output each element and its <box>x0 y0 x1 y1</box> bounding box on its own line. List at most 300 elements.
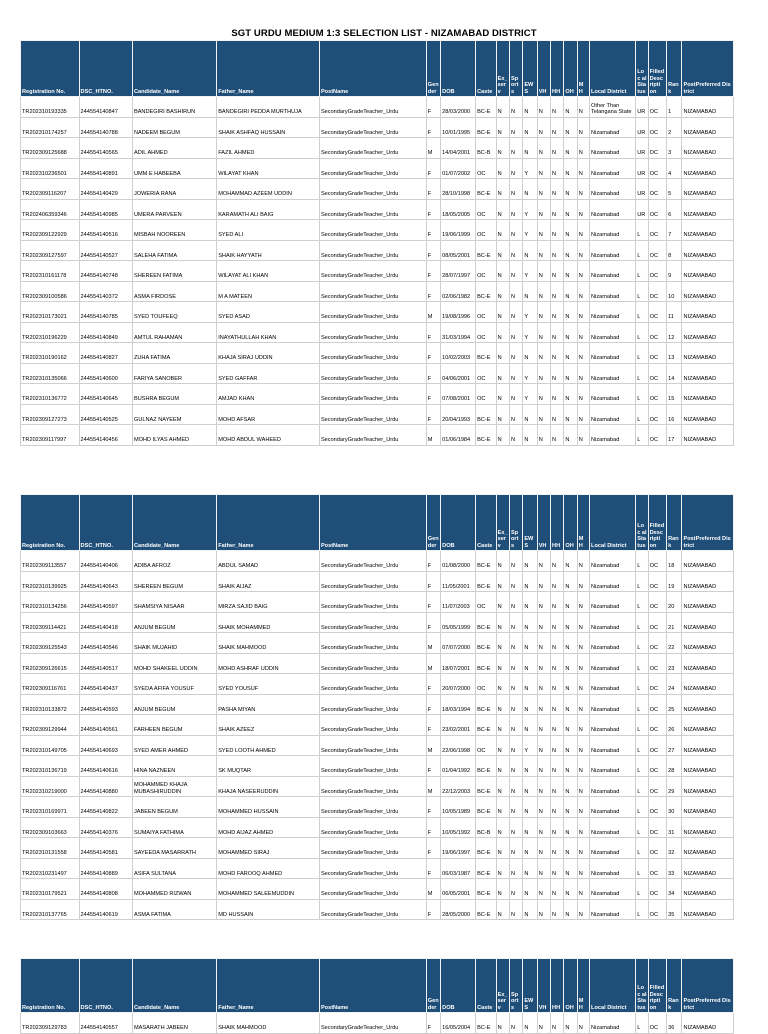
table-cell: N <box>537 384 550 405</box>
table-cell: 02/06/1982 <box>441 281 476 302</box>
table-cell: 18/03/1994 <box>441 694 476 715</box>
table-cell: M <box>426 653 440 674</box>
table-cell: TR202310219000 <box>21 776 80 797</box>
table-cell: N <box>551 838 564 859</box>
table-cell: OC <box>648 138 666 159</box>
table-cell: BC-E <box>476 633 497 654</box>
column-header: Gen der <box>426 495 440 551</box>
table-header-row <box>21 959 734 1013</box>
table-cell: 19 <box>667 571 682 592</box>
table-cell: BC-E <box>476 551 497 572</box>
table-cell: N <box>537 715 550 736</box>
table-cell: 13 <box>667 343 682 364</box>
table-row <box>21 343 734 364</box>
table-cell: SHAIK MAHMOOD <box>217 633 320 654</box>
table-cell: N <box>551 694 564 715</box>
table-cell: SecondaryGradeTeacher_Urdu <box>319 281 426 302</box>
table-cell: N <box>577 776 589 797</box>
table-cell: N <box>551 384 564 405</box>
table-cell: NIZAMABAD <box>682 261 734 282</box>
column-header: Registration No. <box>21 495 80 551</box>
table-cell: SecondaryGradeTeacher_Urdu <box>319 199 426 220</box>
table-cell: SHAIK MUJAHID <box>132 633 216 654</box>
table-cell: Nizamabad <box>590 384 636 405</box>
table-cell: N <box>509 261 522 282</box>
table-cell: SecondaryGradeTeacher_Urdu <box>319 715 426 736</box>
table-cell: N <box>509 363 522 384</box>
table-cell: M <box>426 302 440 323</box>
table-cell: NIZAMABAD <box>682 97 734 118</box>
column-header: EW S <box>523 41 537 97</box>
table-cell: 244554140788 <box>79 117 132 138</box>
table-cell: OC <box>648 302 666 323</box>
table-cell: N <box>496 653 509 674</box>
table-cell: L <box>636 838 648 859</box>
table-cell: N <box>509 571 522 592</box>
table-row <box>21 633 734 654</box>
table-cell: N <box>496 322 509 343</box>
column-header: Candidate_Name <box>132 959 216 1013</box>
column-header: VH <box>537 41 550 97</box>
table-cell: SYED GAFFAR <box>217 363 320 384</box>
table-cell: N <box>537 1013 550 1034</box>
table-cell: 244554140527 <box>79 240 132 261</box>
table-cell: Nizamabad <box>590 592 636 613</box>
table-cell: N <box>496 756 509 777</box>
table-cell: UR <box>636 158 648 179</box>
table-cell: OC <box>648 220 666 241</box>
table-cell: M <box>426 633 440 654</box>
table-cell: Nizamabad <box>590 425 636 446</box>
table-cell: M <box>426 879 440 900</box>
table-cell: OC <box>476 220 497 241</box>
table-cell: NADEEM BEGUM <box>132 117 216 138</box>
table-cell: F <box>426 715 440 736</box>
table-cell: N <box>496 592 509 613</box>
table-cell: 21 <box>667 612 682 633</box>
table-row <box>21 899 734 920</box>
table-cell: L <box>636 694 648 715</box>
table-cell: MOHD AIJAZ AHMED <box>217 817 320 838</box>
table-header-row <box>21 495 734 551</box>
table-cell: HINA NAZNEEN <box>132 756 216 777</box>
table-cell: BANDEGIRI BASHIRUN <box>132 97 216 118</box>
column-header: PostPreferred District <box>682 959 734 1013</box>
column-header: Loc al Sta tus <box>636 959 648 1013</box>
table-cell: N <box>496 261 509 282</box>
table-cell: Nizamabad <box>590 694 636 715</box>
table-cell: N <box>564 776 577 797</box>
table-cell: 11 <box>667 302 682 323</box>
table-cell: BC-E <box>476 97 497 118</box>
table-cell: OC <box>648 612 666 633</box>
table-cell: OC <box>648 838 666 859</box>
table-cell: N <box>564 158 577 179</box>
table-cell: BC-E <box>476 404 497 425</box>
table-cell: OC <box>648 797 666 818</box>
table-cell: OC <box>648 97 666 118</box>
table-cell: N <box>523 551 537 572</box>
table-cell: N <box>537 199 550 220</box>
table-cell: N <box>577 735 589 756</box>
table-cell: BC-E <box>476 653 497 674</box>
table-cell: L <box>636 281 648 302</box>
table-cell: Nizamabad <box>590 220 636 241</box>
table-cell: ANJUM BEGUM <box>132 612 216 633</box>
table-cell: BUSHRA BEGUM <box>132 384 216 405</box>
table-cell: OC <box>648 715 666 736</box>
table-cell: OC <box>648 117 666 138</box>
table-cell: SecondaryGradeTeacher_Urdu <box>319 633 426 654</box>
table-cell: OC <box>648 322 666 343</box>
table-cell: N <box>577 899 589 920</box>
table-cell: L <box>636 797 648 818</box>
table-cell: OC <box>648 261 666 282</box>
table-cell: 7 <box>667 220 682 241</box>
table-cell: MOHD ILYAS AHMED <box>132 425 216 446</box>
table-cell: 20/07/2000 <box>441 674 476 695</box>
table-cell: N <box>577 694 589 715</box>
table-cell: L <box>636 817 648 838</box>
table-cell: KHAJA SIRAJ UDDIN <box>217 343 320 364</box>
table-cell: 22/12/2003 <box>441 776 476 797</box>
table-cell: 244554140891 <box>79 158 132 179</box>
table-cell: N <box>577 322 589 343</box>
table-cell: NIZAMABAD <box>682 592 734 613</box>
table-cell: NIZAMABAD <box>682 343 734 364</box>
table-cell: N <box>537 363 550 384</box>
table-row <box>21 797 734 818</box>
table-cell: PASHA MIYAN <box>217 694 320 715</box>
table-cell: BC-E <box>476 899 497 920</box>
column-header: Local District <box>590 959 636 1013</box>
table-row <box>21 879 734 900</box>
table-row <box>21 97 734 118</box>
table-cell: SYED YOUSUF <box>217 674 320 695</box>
table-cell: L <box>636 715 648 736</box>
table-row <box>21 261 734 282</box>
table-cell: N <box>509 633 522 654</box>
table-cell: N <box>564 384 577 405</box>
table-cell: N <box>537 158 550 179</box>
table-cell: 2 <box>667 117 682 138</box>
table-cell: N <box>551 858 564 879</box>
table-cell: MOHAMMED SIRAJ <box>217 838 320 859</box>
table-cell: 01/07/2002 <box>441 158 476 179</box>
table-cell: N <box>577 592 589 613</box>
table-cell: 01/08/2000 <box>441 551 476 572</box>
table-cell: N <box>523 592 537 613</box>
table-cell: F <box>426 404 440 425</box>
table-cell: L <box>636 899 648 920</box>
table-cell: 12 <box>667 322 682 343</box>
table-cell: TR202309125543 <box>21 633 80 654</box>
table-cell: NIZAMABAD <box>682 1013 734 1034</box>
table-cell: 36 <box>667 1013 682 1034</box>
table-cell: 244554140600 <box>79 363 132 384</box>
table-cell: UMERA PARVEEN <box>132 199 216 220</box>
table-cell: BC-E <box>476 694 497 715</box>
table-cell: N <box>523 612 537 633</box>
table-cell: N <box>496 879 509 900</box>
table-cell: N <box>564 817 577 838</box>
table-cell: N <box>577 261 589 282</box>
column-header: DOB <box>441 959 476 1013</box>
table-cell: 244554140546 <box>79 633 132 654</box>
table-cell: MOHAMMAD AZEEM UDDIN <box>217 179 320 200</box>
table-cell: 16 <box>667 404 682 425</box>
table-cell: 31 <box>667 817 682 838</box>
table-cell: SYED AMER AHMED <box>132 735 216 756</box>
table-cell: 23 <box>667 653 682 674</box>
table-cell: NIZAMABAD <box>682 158 734 179</box>
table-cell: N <box>577 240 589 261</box>
table-cell: 244554140565 <box>79 138 132 159</box>
table-cell: N <box>564 240 577 261</box>
table-cell: L <box>636 674 648 695</box>
table-cell: N <box>577 858 589 879</box>
table-cell: N <box>551 633 564 654</box>
column-header: Registration No. <box>21 41 80 97</box>
table-cell: NIZAMABAD <box>682 694 734 715</box>
table-cell: N <box>509 97 522 118</box>
table-cell: N <box>537 735 550 756</box>
table-cell: N <box>496 240 509 261</box>
table-cell: UR <box>636 179 648 200</box>
table-cell: OC <box>648 551 666 572</box>
table-cell: N <box>537 858 550 879</box>
table-cell: 244554140619 <box>79 899 132 920</box>
table-cell: N <box>496 117 509 138</box>
table-header-row <box>21 41 734 97</box>
table-cell: SecondaryGradeTeacher_Urdu <box>319 179 426 200</box>
table-cell: SAYEEDA MASARRATH <box>132 838 216 859</box>
table-cell: N <box>509 138 522 159</box>
column-header: Sp ort s <box>509 41 522 97</box>
column-header: PostName <box>319 495 426 551</box>
table-cell: N <box>537 797 550 818</box>
table-cell: NIZAMABAD <box>682 179 734 200</box>
table-cell: L <box>636 653 648 674</box>
column-header: Caste <box>476 495 497 551</box>
table-cell: 28/03/2000 <box>441 97 476 118</box>
table-cell: NIZAMABAD <box>682 240 734 261</box>
table-cell: N <box>537 117 550 138</box>
table-row <box>21 571 734 592</box>
table-cell: N <box>523 117 537 138</box>
table-cell: N <box>523 899 537 920</box>
table-cell: SecondaryGradeTeacher_Urdu <box>319 384 426 405</box>
table-cell: N <box>537 674 550 695</box>
table-cell: Nizamabad <box>590 674 636 695</box>
table-cell: F <box>426 384 440 405</box>
table-cell: 18/05/2005 <box>441 199 476 220</box>
table-cell: AMJAD KHAN <box>217 384 320 405</box>
table-cell: INAYATHULLAH KHAN <box>217 322 320 343</box>
column-header: PostName <box>319 959 426 1013</box>
table-row <box>21 817 734 838</box>
table-cell: L <box>636 363 648 384</box>
table-cell: F <box>426 899 440 920</box>
table-cell: N <box>509 694 522 715</box>
table-cell: N <box>577 674 589 695</box>
table-cell: N <box>496 97 509 118</box>
table-cell: N <box>564 363 577 384</box>
table-cell: TR202406359346 <box>21 199 80 220</box>
table-cell: SHEREEN FATIMA <box>132 261 216 282</box>
table-cell: Nizamabad <box>590 404 636 425</box>
table-cell: F <box>426 756 440 777</box>
table-cell: N <box>577 220 589 241</box>
table-cell: 6 <box>667 199 682 220</box>
table-cell: SecondaryGradeTeacher_Urdu <box>319 363 426 384</box>
table-cell: 10/05/1992 <box>441 817 476 838</box>
table-cell: N <box>496 404 509 425</box>
table-cell: N <box>564 633 577 654</box>
table-cell: N <box>509 302 522 323</box>
table-row <box>21 715 734 736</box>
table-cell: Nizamabad <box>590 715 636 736</box>
table-cell: ASIFA SULTANA <box>132 858 216 879</box>
table-cell: OC <box>648 817 666 838</box>
table-cell: TR202309103663 <box>21 817 80 838</box>
column-header: DSC_HTNO. <box>79 959 132 1013</box>
table-cell: 4 <box>667 158 682 179</box>
table-cell: F <box>426 694 440 715</box>
table-cell: UR <box>636 117 648 138</box>
table-cell: N <box>577 551 589 572</box>
table-cell: N <box>551 302 564 323</box>
table-cell: N <box>496 735 509 756</box>
table-cell: TR202310136772 <box>21 384 80 405</box>
table-cell: N <box>523 281 537 302</box>
table-cell: N <box>537 776 550 797</box>
table-cell: N <box>564 322 577 343</box>
table-cell: N <box>537 612 550 633</box>
table-cell: N <box>564 797 577 818</box>
table-cell: N <box>537 838 550 859</box>
table-block-2 <box>20 494 734 920</box>
table-cell: 244554140429 <box>79 179 132 200</box>
column-header: Ex_ ser v <box>496 495 509 551</box>
table-cell: L <box>636 302 648 323</box>
table-cell: 10/02/2003 <box>441 343 476 364</box>
table-cell: 244554140418 <box>79 612 132 633</box>
table-cell: 25 <box>667 694 682 715</box>
table-cell: L <box>636 404 648 425</box>
table-cell: N <box>523 633 537 654</box>
table-row <box>21 384 734 405</box>
table-cell: ADIL AHMED <box>132 138 216 159</box>
table-cell: TR202310231497 <box>21 858 80 879</box>
table-cell: 8 <box>667 240 682 261</box>
table-cell: SecondaryGradeTeacher_Urdu <box>319 858 426 879</box>
table-cell: Nizamabad <box>590 281 636 302</box>
table-cell: NIZAMABAD <box>682 674 734 695</box>
column-header: Rank <box>667 41 682 97</box>
table-cell: 244554140525 <box>79 404 132 425</box>
table-cell: F <box>426 117 440 138</box>
table-cell: N <box>564 858 577 879</box>
table-cell: 244554140557 <box>79 1013 132 1034</box>
table-cell: OC <box>648 384 666 405</box>
table-cell: N <box>577 653 589 674</box>
table-cell: F <box>426 1013 440 1034</box>
table-cell: BC-E <box>476 838 497 859</box>
table-cell: F <box>426 612 440 633</box>
table-cell: Other Than Telangana State <box>590 97 636 118</box>
table-cell: TR202310169971 <box>21 797 80 818</box>
table-cell: BC-E <box>476 425 497 446</box>
table-cell: TR202309117997 <box>21 425 80 446</box>
table-row <box>21 653 734 674</box>
table-cell: N <box>509 612 522 633</box>
column-header: Sp ort s <box>509 495 522 551</box>
table-cell: 244554140561 <box>79 715 132 736</box>
table-cell: N <box>496 384 509 405</box>
table-cell: 244554140597 <box>79 592 132 613</box>
table-cell: F <box>426 674 440 695</box>
table-cell: N <box>496 1013 509 1034</box>
table-cell: OC <box>476 302 497 323</box>
table-cell: SecondaryGradeTeacher_Urdu <box>319 694 426 715</box>
table-cell: 27 <box>667 735 682 756</box>
table-row <box>21 756 734 777</box>
table-cell: 244554140376 <box>79 817 132 838</box>
table-cell: N <box>551 117 564 138</box>
table-cell: N <box>577 302 589 323</box>
table-cell: L <box>636 425 648 446</box>
table-cell: Nizamabad <box>590 899 636 920</box>
table-row <box>21 838 734 859</box>
table-row <box>21 674 734 695</box>
selection-table <box>20 494 734 920</box>
table-cell: SHAIK MAHMOOD <box>217 1013 320 1034</box>
table-cell: N <box>577 199 589 220</box>
table-cell: 244554140372 <box>79 281 132 302</box>
table-cell: SecondaryGradeTeacher_Urdu <box>319 404 426 425</box>
table-cell: N <box>496 281 509 302</box>
table-cell: N <box>509 425 522 446</box>
table-cell: SUMAIYA FATHIMA <box>132 817 216 838</box>
table-row <box>21 592 734 613</box>
table-cell: NIZAMABAD <box>682 281 734 302</box>
table-cell: TR202309100586 <box>21 281 80 302</box>
table-cell: N <box>537 97 550 118</box>
table-cell: M <box>426 776 440 797</box>
table-cell: N <box>577 138 589 159</box>
column-header: Gen der <box>426 959 440 1013</box>
table-cell: 244554140889 <box>79 858 132 879</box>
table-cell: N <box>496 715 509 736</box>
table-cell: 28 <box>667 756 682 777</box>
table-cell: 19/06/1997 <box>441 838 476 859</box>
table-row <box>21 551 734 572</box>
table-cell: OC <box>648 281 666 302</box>
table-cell: N <box>523 694 537 715</box>
table-cell: BC-E <box>476 797 497 818</box>
column-header: Rank <box>667 495 682 551</box>
table-cell: N <box>537 756 550 777</box>
table-cell: N <box>577 384 589 405</box>
table-cell: N <box>564 425 577 446</box>
table-cell: N <box>523 97 537 118</box>
table-cell: L <box>636 571 648 592</box>
table-cell: 31/03/1994 <box>441 322 476 343</box>
table-cell: NIZAMABAD <box>682 838 734 859</box>
table-cell: KHAJA NASEERUDDIN <box>217 776 320 797</box>
table-cell: OC <box>648 199 666 220</box>
